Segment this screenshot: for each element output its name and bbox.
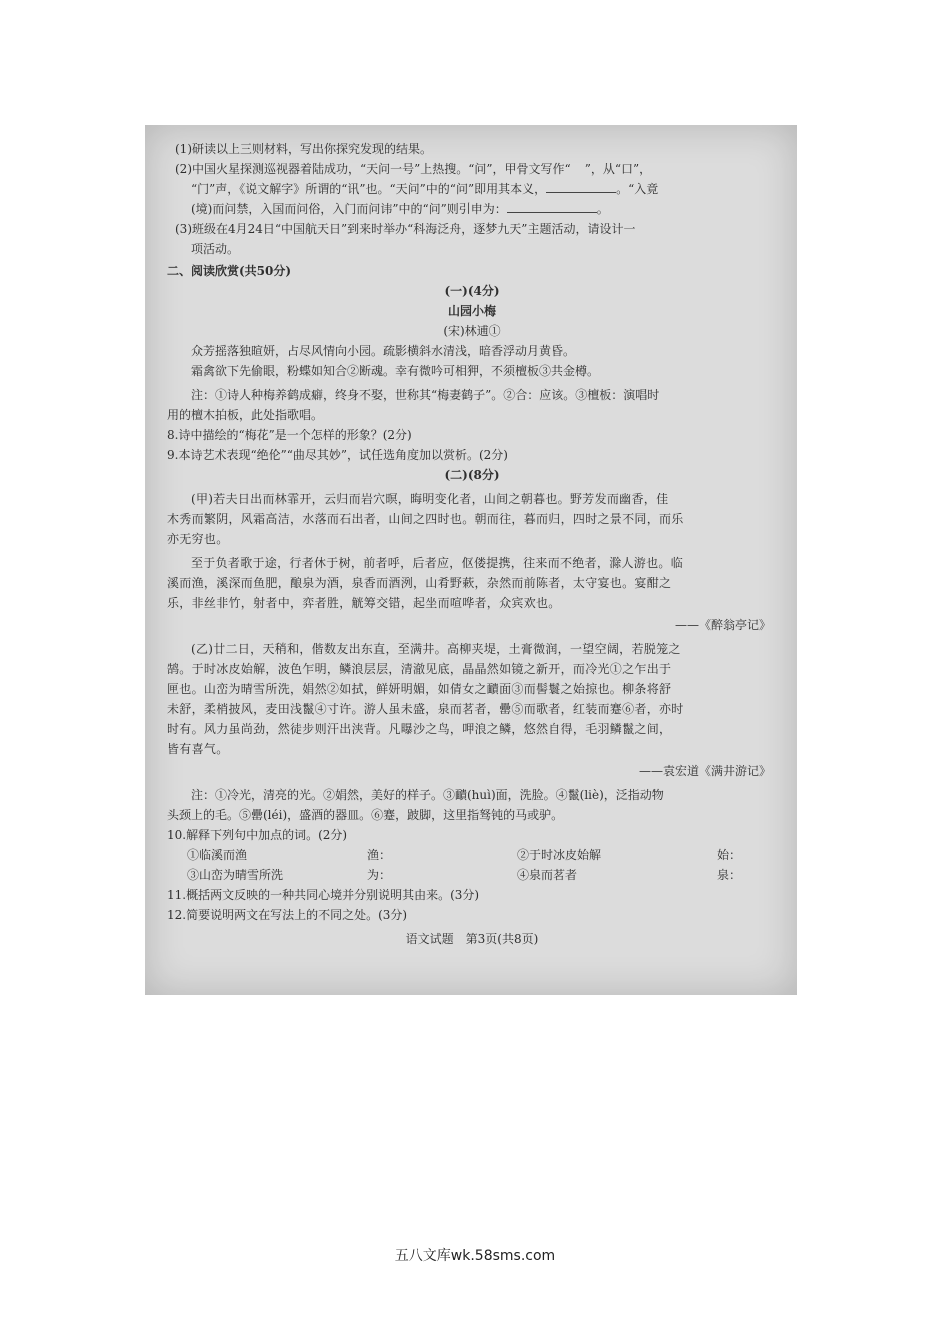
prose-note-2: 头颈上的毛。⑤罍(léi)，盛酒的器皿。⑥蹇，跛脚，这里指驽钝的马或驴。	[167, 808, 564, 822]
poem-line-1: 众芳摇落独暄妍，占尽风情向小园。疏影横斜水清浅，暗香浮动月黄昏。	[191, 344, 576, 358]
question-2-line-3: (境)而问禁，入国而问俗，入门而问讳”中的“问”则引申为： 。	[191, 202, 609, 216]
poem-note-1: 注：①诗人种梅养鹤成癖，终身不娶，世称其“梅妻鹤子”。②合：应该。③檀板：演唱时	[191, 388, 660, 402]
question-10-row-2: ③山峦为晴雪所洗 为： ④泉而茗者 泉：	[187, 868, 742, 882]
poem-line-2: 霜禽欲下先偷眼，粉蝶如知合②断魂。幸有微吟可相狎，不须檀板③共金樽。	[191, 364, 600, 378]
poem-note-2: 用的檀木拍板，此处指歌唱。	[167, 408, 324, 422]
question-3-line-2: 项活动。	[191, 242, 240, 256]
passage-jia-source: ——《醉翁亭记》	[674, 618, 771, 632]
question-2-line-2: “门”声，《说文解字》所谓的“讯”也。“天问”中的“问”即用其本义， 。“入竟	[191, 182, 659, 196]
passage-jia-paragraph-1: (甲)若夫日出而林霏开，云归而岩穴暝，晦明变化者，山间之朝暮也。野芳发而幽香，佳 木秀而繁阴，风霜高洁，水落而石出者，山间之四时也。朝而往，暮而归，四时之景不同，而乐 亦无穷也。	[167, 492, 684, 546]
question-12: 12.简要说明两文在写法上的不同之处。(3分)	[167, 908, 408, 922]
passage-jia-paragraph-2: 至于负者歌于途，行者休于树，前者呼，后者应，伛偻提携，往来而不绝者，滁人游也。临 溪而渔，溪深而鱼肥，酿泉为酒，泉香而酒洌，山肴野蔌，杂然而前陈者，太守宴也。宴酣之 乐，非丝非竹，射者中，弈者胜，觥筹交错，起坐而喧哗者，众宾欢也。	[167, 556, 684, 610]
question-2-line-1: (2)中国火星探测巡视器着陆成功，“天问一号”上热搜。“问”，甲骨文写作“ ”，从“口”，	[175, 162, 652, 176]
page-footer: 语文试题 第3页(共8页)	[405, 932, 539, 946]
section-2-title: 二、阅读欣赏(共50分)	[167, 264, 292, 278]
question-10-title: 10.解释下列句中加点的词。(2分)	[167, 828, 348, 842]
poem-part-label: (一)(4分)	[444, 284, 500, 298]
answer-blank-1[interactable]	[546, 192, 616, 193]
passage-yi: (乙)廿二日，天稍和，偕数友出东直，至满井。高柳夹堤，土膏微润，一望空阔，若脱笼之 鹄。于时冰皮始解，波色乍明，鳞浪层层，清澈见底，晶晶然如镜之新开，而冷光①之乍出于 匣也。山峦为晴雪所洗，娟然②如拭，鲜妍明媚，如倩女之靧面③而髻鬟之始掠也。柳条将舒 未舒，柔梢披风，麦田浅鬣④寸许。游人虽未盛，泉而茗者，罍⑤而歌者，红装而蹇⑥者，亦时 时有。风力虽尚劲，然徒步则汗出浃背。凡曝沙之鸟，呷浪之鳞，悠然自得，毛羽鳞鬣之间， 皆有喜气。	[167, 642, 684, 756]
page-content	[167, 139, 777, 949]
question-9: 9.本诗艺术表现“绝伦”“曲尽其妙”，试任选角度加以赏析。(2分)	[167, 448, 508, 462]
poem-title: 山园小梅	[447, 304, 496, 318]
answer-blank-2[interactable]	[507, 212, 597, 213]
question-11: 11.概括两文反映的一种共同心境并分别说明其由来。(3分)	[167, 888, 480, 902]
passage-yi-source: ——袁宏道《满井游记》	[638, 764, 771, 778]
question-1: (1)研读以上三则材料，写出你探究发现的结果。	[175, 142, 432, 156]
site-footer: 五八文库wk.58sms.com	[394, 1248, 556, 1264]
scanned-page	[145, 125, 797, 995]
prose-part-label: (二)(8分)	[444, 468, 500, 482]
prose-note-1: 注：①冷光，清亮的光。②娟然，美好的样子。③靧(huì)面，洗脸。④鬣(liè)，泛指动物	[191, 788, 664, 802]
question-3-line-1: (3)班级在4月24日“中国航天日”到来时举办“科海泛舟，逐梦九天”主题活动，请设计一	[175, 222, 636, 236]
poem-author: (宋)林逋①	[443, 324, 501, 338]
question-10-row-1: ①临溪而渔 渔： ②于时冰皮始解 始：	[187, 848, 742, 862]
question-8: 8.诗中描绘的“梅花”是一个怎样的形象？(2分)	[167, 428, 412, 442]
